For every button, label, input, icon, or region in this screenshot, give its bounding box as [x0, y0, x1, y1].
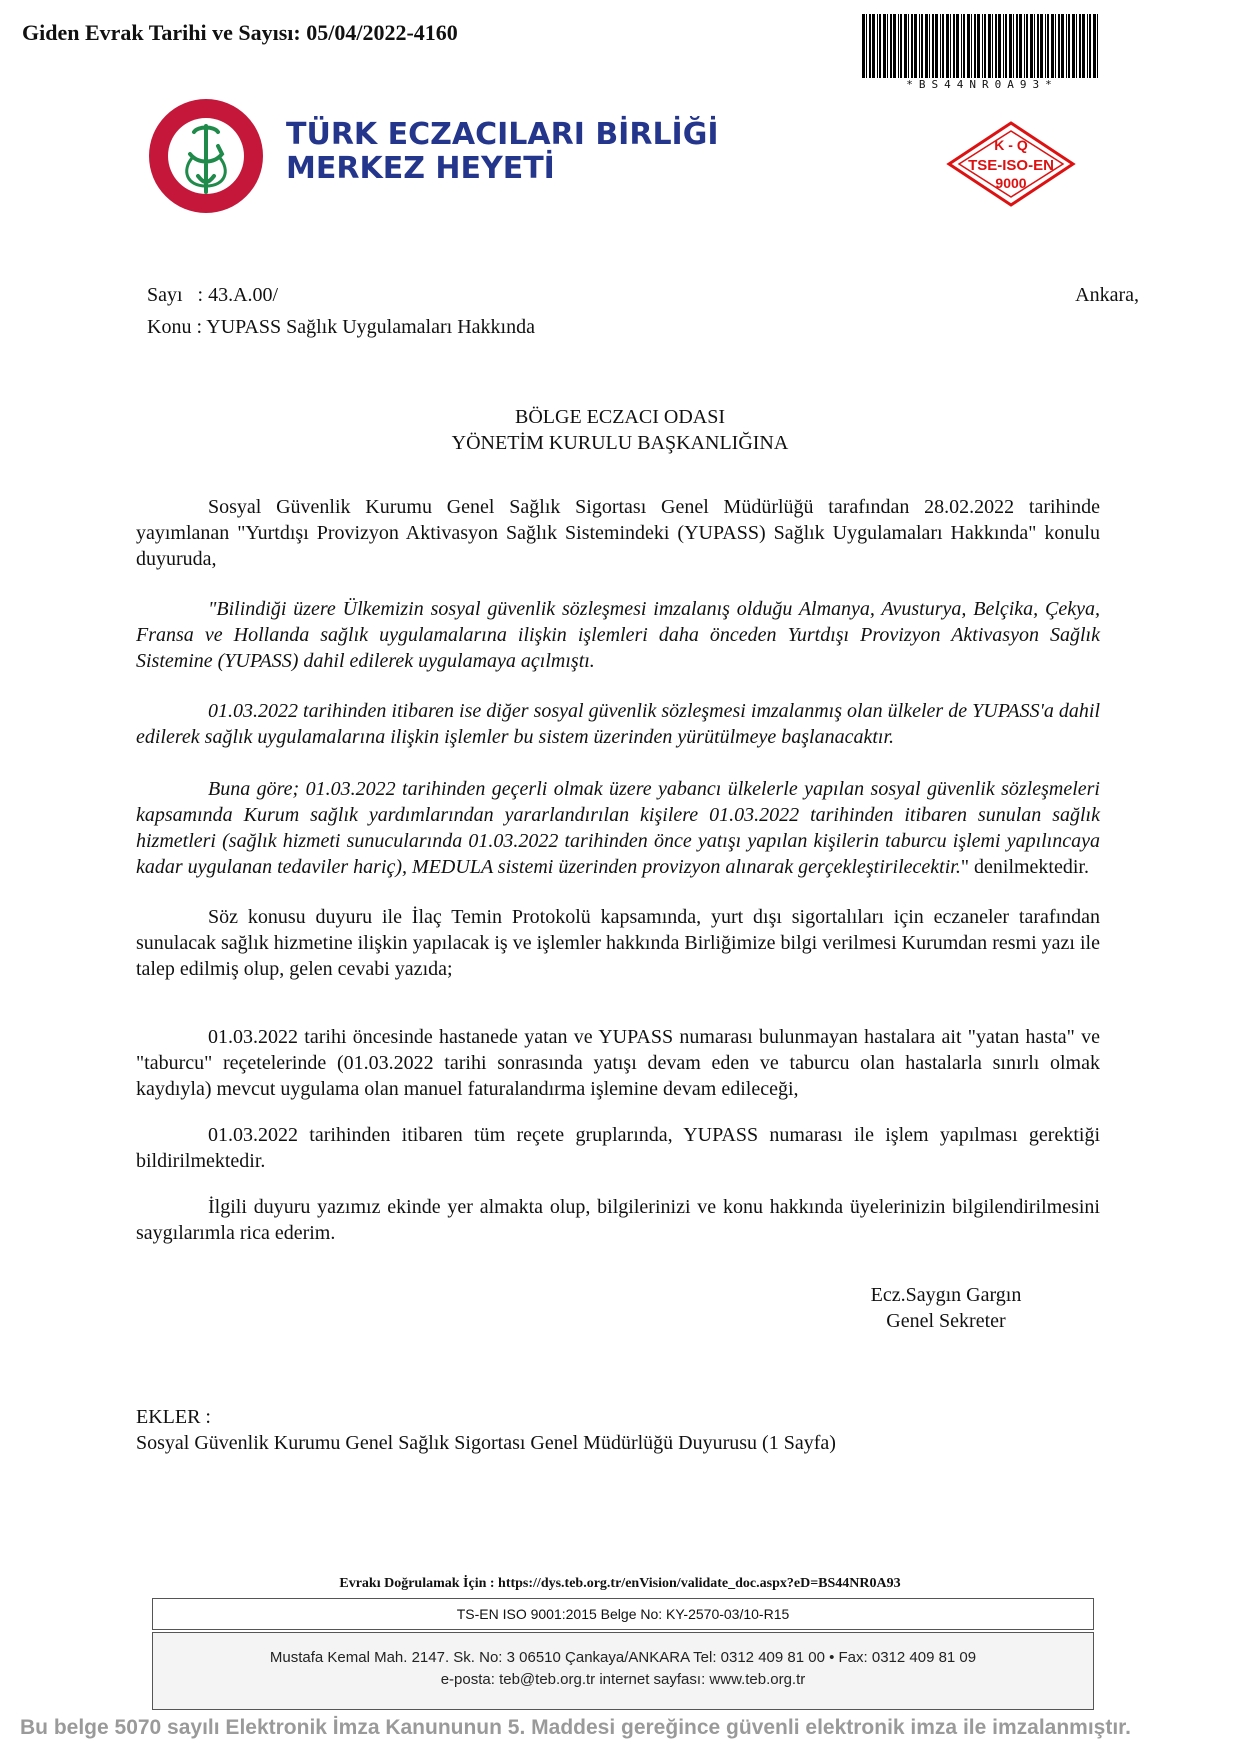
barcode-bar	[946, 14, 949, 78]
barcode-bar	[1097, 14, 1098, 78]
barcode-bar	[898, 14, 899, 78]
document-number: Sayı : 43.A.00/	[147, 284, 279, 306]
barcode-bar	[862, 14, 865, 78]
barcode-bar	[977, 14, 980, 78]
barcode-bar	[890, 14, 892, 78]
barcode-bar	[1055, 14, 1056, 78]
teb-logo	[146, 96, 266, 216]
paragraph-2-quote: "Bilindiği üzere Ülkemizin sosyal güvenlik sözleşmesi imzalanış olduğu Almanya, Avusturya, Belçika, Çekya, Fransa ve Hollanda sağlık uygulamalarına ilişkin işlemleri daha önceden Yurtdışı Provizyon Aktivasyon Sağlık Sistemine (YUPASS) dahil edilerek uygulamaya açılmıştı.	[136, 598, 1100, 672]
barcode-bar	[988, 14, 991, 78]
barcode-image	[862, 14, 1102, 78]
attachments-label: EKLER :	[136, 1406, 211, 1428]
paragraph-4-quote	[136, 776, 1100, 880]
barcode-bar	[1005, 14, 1007, 78]
recipient-line1: BÖLGE ECZACI ODASI	[515, 406, 725, 428]
barcode-bar	[982, 14, 983, 78]
e-signature-notice: Bu belge 5070 sayılı Elektronik İmza Kanununun 5. Maddesi gereğince güvenli elektronik imza ile imzalanmıştır.	[20, 1716, 1132, 1739]
barcode-bar	[1058, 14, 1060, 78]
barcode-bar	[935, 14, 938, 78]
barcode-bar	[1045, 14, 1046, 78]
paragraph-7: 01.03.2022 tarihinden itibaren tüm reçete gruplarında, YUPASS numarası ile işlem yapılması gerektiği bildirilmektedir.	[136, 1124, 1100, 1172]
barcode-bar	[932, 14, 934, 78]
barcode-bar	[1087, 14, 1088, 78]
barcode-bar	[879, 14, 881, 78]
paragraph-8: İlgili duyuru yazımız ekinde yer almakta olup, bilgilerinizi ve konu hakkında üyelerinizin bilgilendirilmesini saygılarımla rica ederim.	[136, 1196, 1100, 1244]
signature-block	[836, 1282, 1056, 1334]
barcode-bar	[929, 14, 930, 78]
barcode-bar	[1047, 14, 1049, 78]
barcode-bar	[942, 14, 944, 78]
barcode-bar	[1079, 14, 1081, 78]
barcode-bar	[967, 14, 970, 78]
attachment-item: Sosyal Güvenlik Kurumu Genel Sağlık Sigortası Genel Müdürlüğü Duyurusu (1 Sayfa)	[136, 1432, 836, 1454]
barcode-bar	[887, 14, 888, 78]
barcode-bar	[877, 14, 878, 78]
verification-link[interactable]: Evrakı Doğrulamak İçin : https://dys.teb.org.tr/enVision/validate_doc.aspx?eD=BS44NR0A93	[339, 1576, 901, 1591]
barcode-bar	[1093, 14, 1096, 78]
barcode-bar	[1061, 14, 1064, 78]
barcode-bar	[1089, 14, 1091, 78]
barcode-bar	[961, 14, 962, 78]
barcode-text: *BS44NR0A93*	[906, 78, 1058, 91]
barcode-bar	[1009, 14, 1012, 78]
barcode-bar	[883, 14, 886, 78]
barcode-bar	[984, 14, 986, 78]
barcode-bar	[904, 14, 907, 78]
organization-name-line1: TÜRK ECZACILARI BİRLİĞİ	[286, 117, 719, 152]
barcode-bar	[1013, 14, 1014, 78]
barcode-bar	[869, 14, 871, 78]
barcode-bar	[1068, 14, 1070, 78]
organization-name	[286, 118, 719, 186]
barcode-bar	[1003, 14, 1004, 78]
recipient-line2: YÖNETİM KURULU BAŞKANLIĞINA	[451, 432, 789, 454]
outgoing-document-reference: Giden Evrak Tarihi ve Sayısı: 05/04/2022-4160	[22, 20, 458, 45]
barcode-bar	[1066, 14, 1067, 78]
barcode-bar	[1051, 14, 1054, 78]
seal-line3: 9000	[995, 175, 1027, 191]
barcode-bar	[1030, 14, 1033, 78]
barcode-bar	[1082, 14, 1085, 78]
barcode-bar	[998, 14, 1001, 78]
paragraph-5: Söz konusu duyuru ile İlaç Temin Protokolü kapsamında, yurt dışı sigortalıları için eczaneler tarafından sunulacak sağlık hizmetine ilişkin yapılacak iş ve işlemler hakkında Birliğimize bilgi verilmesi Kurumdan resmi yazı ile talep edilmiş olup, gelen cevabi yazıda;	[136, 906, 1100, 980]
paragraph-4-italic: Buna göre; 01.03.2022 tarihinden geçerli olmak üzere yabancı ülkelerle yapılan sosyal güvenlik sözleşmeleri kapsamında Kurum sağlık yardımlarından yararlandırılan kişilere 01.03.2022 tarihinden itibaren sunulan sağlık hizmetleri (sağlık hizmeti sunucularında 01.03.2022 tarihinden önce yatışı yapılan kişilerin taburcu işlemi yapılıncaya kadar uygulanan tedaviler hariç), MEDULA sistemi üzerinden provizyon alınarak gerçekleştirilecektir.	[136, 778, 1100, 878]
iso-certificate-box: TS-EN ISO 9001:2015 Belge No: KY-2570-03/10-R15	[152, 1598, 1094, 1630]
paragraph-4-tail: " denilmektedir.	[960, 856, 1089, 878]
signatory-title: Genel Sekreter	[886, 1310, 1006, 1332]
barcode-bar	[995, 14, 997, 78]
signatory-name: Ecz.Saygın Gargın	[870, 1284, 1022, 1306]
barcode-bar	[866, 14, 867, 78]
recipient-block	[135, 404, 1105, 456]
barcode-bar	[1024, 14, 1025, 78]
barcode-bar	[963, 14, 965, 78]
barcode-bar	[992, 14, 993, 78]
paragraph-6: 01.03.2022 tarihi öncesinde hastanede yatan ve YUPASS numarası bulunmayan hastalara ait "yatan hasta" ve "taburcu" reçetelerinde (01.03.2022 tarihi sonrasında yatışı devam eden ve taburcu olan hastalarla sınırlı olmak kaydıyla) mevcut uygulama olan manuel faturalandırma işlemine devam edileceği,	[136, 1026, 1100, 1100]
seal-line1: K - Q	[994, 137, 1028, 153]
seal-line2: TSE-ISO-EN	[968, 157, 1054, 174]
barcode-bar	[1072, 14, 1075, 78]
paragraph-1: Sosyal Güvenlik Kurumu Genel Sağlık Sigortası Genel Müdürlüğü tarafından 28.02.2022 tarihinde yayımlanan "Yurtdışı Provizyon Aktivasyon Sağlık Sistemindeki (YUPASS) Sağlık Uygulamaları Hakkında" konulu duyuruda,	[136, 496, 1100, 570]
barcode-bar	[1076, 14, 1077, 78]
paragraph-3-quote: 01.03.2022 tarihinden itibaren ise diğer sosyal güvenlik sözleşmesi imzalanmış olan ülkeler de YUPASS'a dahil edilerek sağlık uygulamalarına ilişkin işlemler bu sistem üzerinden yürütülmeye başlanacaktır.	[136, 700, 1100, 748]
barcode-bar	[940, 14, 941, 78]
barcode-bar	[911, 14, 913, 78]
barcode-bar	[971, 14, 972, 78]
attachments-block	[136, 1404, 1096, 1456]
barcode-bar	[974, 14, 976, 78]
organization-name-line2: MERKEZ HEYETİ	[286, 151, 555, 186]
barcode-bar	[956, 14, 959, 78]
barcode-bar	[919, 14, 920, 78]
document-subject: Konu : YUPASS Sağlık Uygulamaları Hakkında	[147, 316, 535, 338]
barcode-bar	[1037, 14, 1039, 78]
barcode-bar	[925, 14, 928, 78]
tse-quality-seal	[946, 120, 1076, 208]
contact-address: Mustafa Kemal Mah. 2147. Sk. No: 3 06510 Çankaya/ANKARA Tel: 0312 409 81 00 • Fax: 0312 409 81 09	[269, 1649, 977, 1666]
barcode-bar	[950, 14, 951, 78]
barcode-bar	[921, 14, 923, 78]
barcode-bar	[1019, 14, 1022, 78]
barcode-bar	[1016, 14, 1018, 78]
barcode-bar	[953, 14, 955, 78]
document-place: Ankara,	[1075, 284, 1139, 306]
barcode-bar	[1026, 14, 1028, 78]
contact-web: e-posta: teb@teb.org.tr internet sayfası: www.teb.org.tr	[440, 1671, 806, 1688]
barcode-bar	[914, 14, 917, 78]
barcode-bar	[893, 14, 896, 78]
barcode-bar	[1040, 14, 1043, 78]
barcode-bar	[1034, 14, 1035, 78]
barcode-bar	[908, 14, 909, 78]
barcode-bar	[900, 14, 902, 78]
contact-box	[152, 1632, 1094, 1710]
barcode-bar	[872, 14, 875, 78]
